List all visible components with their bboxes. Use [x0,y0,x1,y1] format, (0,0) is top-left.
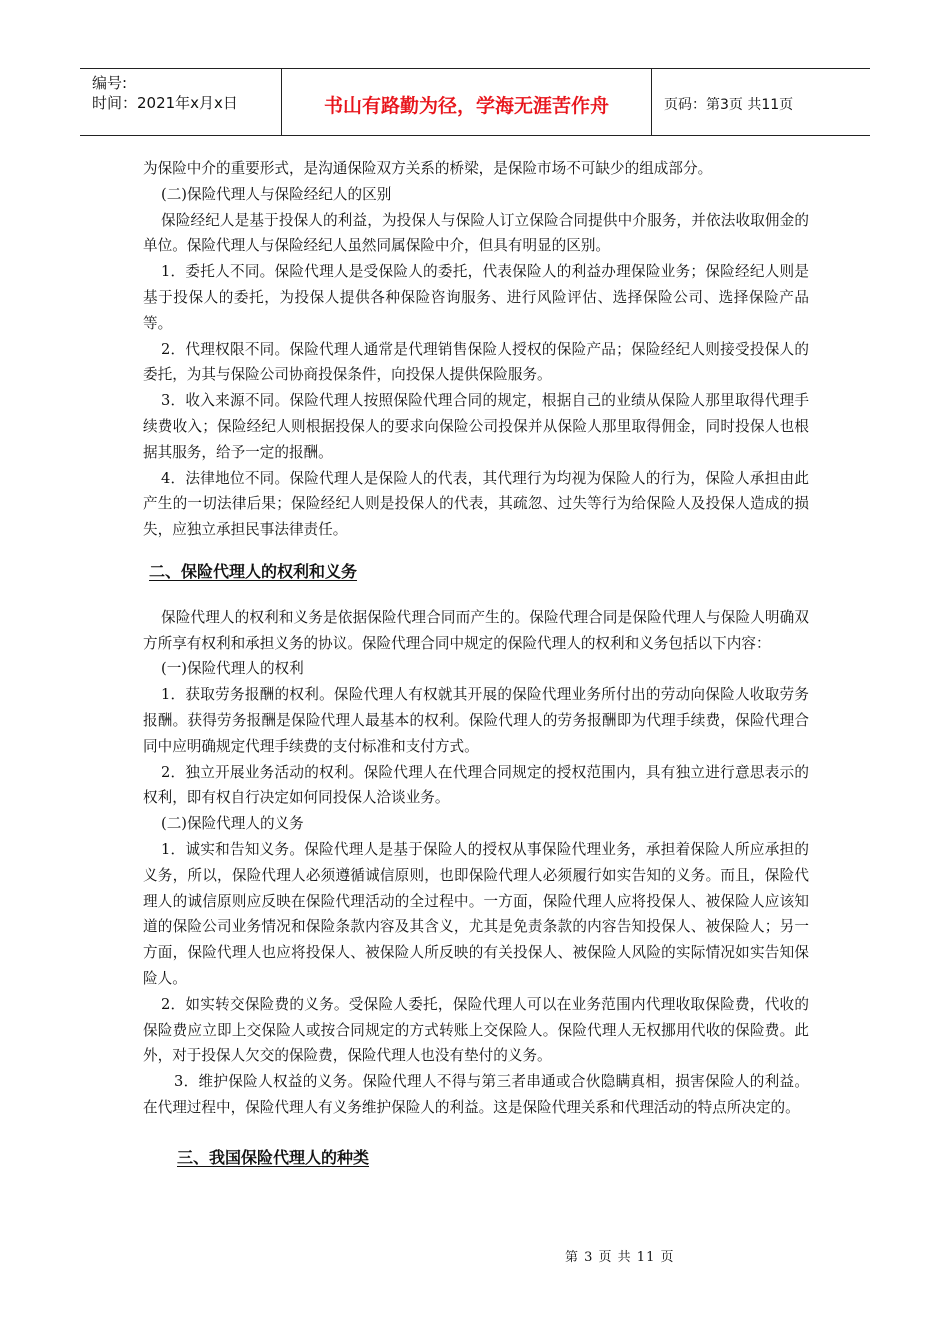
list-item: 3．收入来源不同。保险代理人按照保险代理合同的规定，根据自己的业绩从保险人那里取得代理手续费收入；保险经纪人则根据投保人的要求向保险公司投保并从保险人那里取得佣金，同时投保人也根据其服务，给予一定的报酬。 [143,392,809,461]
list-item: 3．维护保险人权益的义务。保险代理人不得与第三者串通或合伙隐瞒真相，损害保险人的利益。在代理过程中，保险代理人有义务维护保险人的利益。这是保险代理关系和代理活动的特点所决定的。 [143,1073,809,1116]
section-heading: 二、保险代理人的权利和义务 [149,561,358,581]
page-header [80,68,870,136]
list-item: 1．获取劳务报酬的权利。保险代理人有权就其开展的保险代理业务所付出的劳动向保险人收取劳务报酬。获得劳务报酬是保险代理人最基本的权利。保险代理人的劳务报酬即为代理手续费，保险代理合同中应明确规定代理手续费的支付标准和支付方式。 [143,686,809,755]
header-motto: 书山有路勤为径，学海无涯苦作舟 [282,69,652,135]
list-item: 2．如实转交保险费的义务。受保险人委托，保险代理人可以在业务范围内代理收取保险费，代收的保险费应立即上交保险人或按合同规定的方式转账上交保险人。保险代理人无权挪用代收的保险费。此外，对于投保人欠交的保险费，保险代理人也没有垫付的义务。 [143,995,809,1065]
section-heading: 三、我国保险代理人的种类 [177,1147,370,1167]
list-item: 1．委托人不同。保险代理人是受保险人的委托，代表保险人的利益办理保险业务；保险经纪人则是基于投保人的委托，为投保人提供各种保险咨询服务、进行风险评估、选择保险公司、选择保险产品等。 [143,263,809,332]
document-time: 时间：2021年x月x日 [92,94,238,112]
paragraph: 保险代理人的权利和义务是依据保险代理合同而产生的。保险代理合同是保险代理人与保险人明确双方所享有权利和承担义务的协议。保险代理合同中规定的保险代理人的权利和义务包括以下内容： [143,608,809,652]
paragraph: 保险经纪人是基于投保人的利益，为投保人与保险人订立保险合同提供中介服务，并依法收取佣金的单位。保险代理人与保险经纪人虽然同属保险中介，但具有明显的区别。 [143,211,809,255]
list-item: 2．代理权限不同。保险代理人通常是代理销售保险人授权的保险产品；保险经纪人则接受投保人的委托，为其与保险公司协商投保条件，向投保人提供保险服务。 [143,340,809,384]
list-item: 4．法律地位不同。保险代理人是保险人的代表，其代理行为均视为保险人的行为，保险人承担由此产生的一切法律后果；保险经纪人则是投保人的代表，其疏忽、过失等行为给保险人及投保人造成的损失，应独立承担民事法律责任。 [143,469,809,539]
document-number-label: 编号: [92,74,128,92]
document-body [143,156,809,1170]
list-item: 1．诚实和告知义务。保险代理人是基于保险人的授权从事保险代理业务，承担着保险人所应承担的义务，所以，保险代理人必须遵循诚信原则，也即保险代理人必须履行如实告知的义务。而且，保险代理人的诚信原则应反映在保险代理活动的全过程中。一方面，保险代理人应将投保人、被保险人应该知道的保险公司业务情况和保险条款内容及其含义，尤其是免责条款的内容告知投保人、被保险人；另一方面，保险代理人也应将投保人、被保险人所反映的有关投保人、被保险人风险的实际情况如实告知保险人。 [143,840,809,987]
subsection-title: (二)保险代理人的义务 [161,815,304,833]
paragraph: 为保险中介的重要形式，是沟通保险双方关系的桥梁，是保险市场不可缺少的组成部分。 [143,160,713,177]
subsection-title: (二)保险代理人与保险经纪人的区别 [161,185,392,203]
page-footer: 第 3 页 共 11 页 [565,1250,675,1265]
list-item: 2．独立开展业务活动的权利。保险代理人在代理合同规定的授权范围内，具有独立进行意思表示的权利，即有权自行决定如何同投保人洽谈业务。 [143,763,809,807]
header-meta [80,69,282,135]
subsection-title: (一)保险代理人的权利 [161,660,304,678]
header-page-info: 页码：第3页 共11页 [664,97,794,113]
